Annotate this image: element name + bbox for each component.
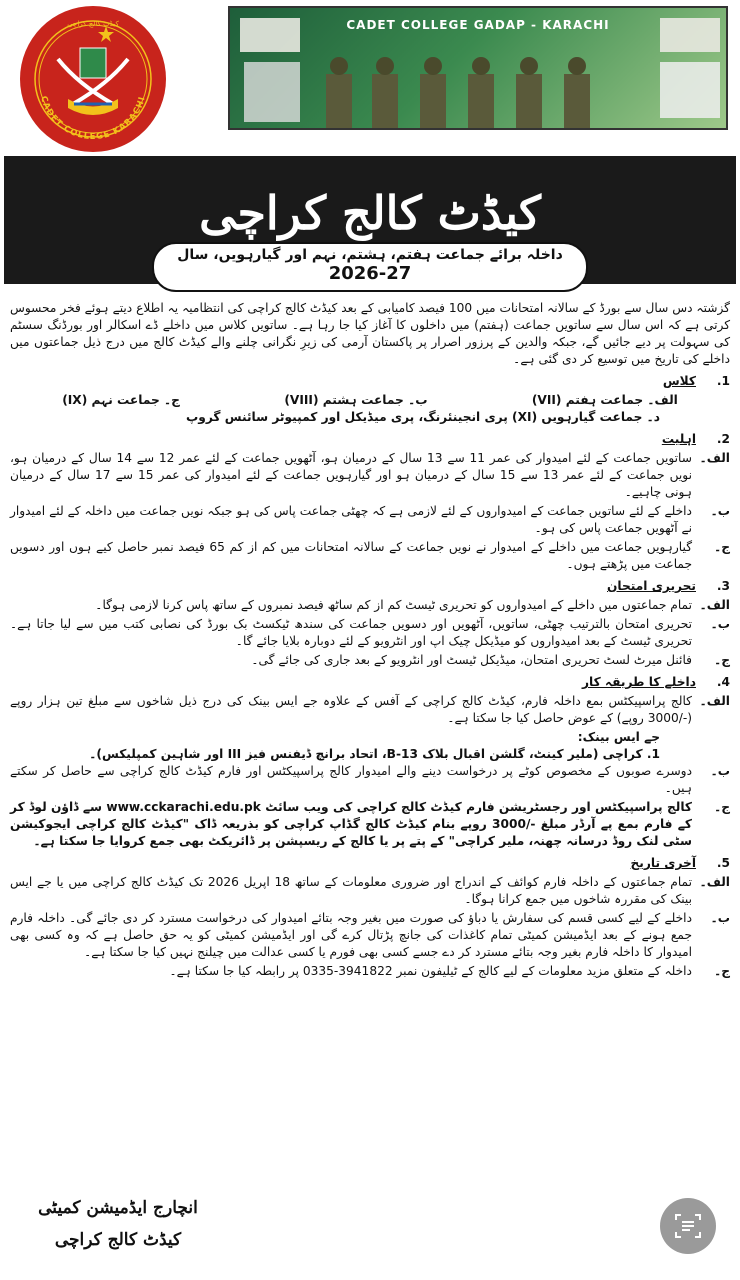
signature-line-2: کیڈٹ کالج کراچی	[54, 1230, 182, 1250]
banner-title: CADET COLLEGE GADAP - KARACHI	[346, 18, 610, 32]
list-item	[10, 763, 730, 797]
intro-paragraph: گزشتہ دس سال سے بورڈ کے سالانہ امتحانات میں 100 فیصد کامیابی کے بعد کیڈٹ کالج کراچی کی انتظامیہ یہ اطلاع دیتے ہوئے فخر محسوس کرتی ہے کہ اس سال سے ساتویں جماعت (ہفتم) میں داخلوں کا آغاز کیا جا رہا ہے۔ ساتویں کلاس میں داخلے ڈے اسکالر اور بورڈنگ سسٹم کی سہولت پر دیے جائیں گے، جبکہ والدین کے پرزور اصرار پر پاکستان آرمی کی زیرِ نگرانی چلنے والے کیڈٹ کالج میں درج ذیل جماعتوں میں داخلے کی تاریخ میں توسیع کر دی گئی ہے۔	[10, 301, 730, 366]
item-label: الف۔	[699, 875, 730, 889]
item-label: الف۔	[699, 694, 730, 708]
bank-branches: 1. کراچی (ملیر کینٹ، گلشن اقبال بلاک B-13، اتحاد برانچ ڈیفنس فیز III اور شاہین کمپلیکس)۔	[89, 747, 660, 761]
logo-text: CADET COLLEGE KARACHI	[38, 94, 148, 143]
list-item	[10, 652, 730, 669]
section-title: اہلیت	[661, 432, 696, 446]
section-4-heading	[10, 674, 730, 691]
item-text: کالج پراسپیکٹس اور رجسٹریشن فارم کیڈٹ کالج کراچی کی ویب سائٹ www.cckarachi.edu.pk سے ڈاؤن لوڈ کر کے فارم بمع پے آرڈر مبلغ -/3000 روپے بنام کیڈٹ کالج گڈاپ کراچی کو بذریعہ ڈاک "کیڈٹ کالج کراچی ایجوکیشن سٹی لنک روڈ درسانہ چھنہ، ملیر کراچی" کے پتے پر یا کالج کے ریسپشن پر ڈائریکٹ بھی جمع کروایا جا سکتا ہے۔	[10, 800, 693, 848]
subtitle-year: 2026-27	[328, 263, 412, 284]
item-text: تمام جماعتوں کے داخلہ فارم کوائف کے اندراج اور ضروری معلومات کے ساتھ 18 اپریل 2026 تک کیڈٹ کالج کراچی میں یا جے ایس بینک کی مقررہ شاخوں میں جمع کرانا ہوگا۔	[10, 875, 692, 906]
section-number: 5.	[716, 856, 730, 870]
section-number: 3.	[716, 579, 730, 593]
list-item	[10, 693, 730, 727]
class-item: ب۔ جماعت ہشتم (VIII)	[284, 393, 428, 407]
list-item	[10, 616, 730, 650]
list-item	[10, 539, 730, 573]
item-label: ج۔	[714, 964, 730, 978]
signature-line-1: انچارج ایڈمیشن کمیٹی	[38, 1198, 198, 1218]
section-title: کلاس	[662, 374, 696, 388]
section-number: 4.	[716, 675, 730, 689]
class-list	[10, 392, 730, 409]
svg-text:CADET COLLEGE KARACHI	[38, 95, 148, 142]
class-item: د۔ جماعت گیارہویں (XI) پری انجینئرنگ، پری میڈیکل اور کمپیوٹر سائنس گروپ	[186, 410, 660, 424]
item-text: ساتویں جماعت کے لئے امیدوار کی عمر 11 سے 13 سال کے درمیان ہو، آٹھویں جماعت کے لئے عمر 12 سے 14 سال کے درمیان ہو، نویں جماعت کے لئے عمر 13 سے 15 سال کے درمیان ہو اور گیارہویں جماعت کے لئے امیدوار کی عمر 15 سے 17 سال کے درمیان ہونی چاہیے۔	[10, 451, 692, 499]
item-label: ج۔	[714, 540, 730, 554]
scan-document-button[interactable]	[660, 1198, 716, 1254]
class-item: ج۔ جماعت نہم (IX)	[62, 393, 180, 407]
item-label: ج۔	[714, 653, 730, 667]
item-text: دوسرے صوبوں کے مخصوص کوٹے پر درخواست دینے والے امیدوار کالج پراسپیکٹس اور فارم کیڈٹ کالج کراچی سے حاصل کر سکتے ہیں۔	[10, 764, 692, 795]
item-text: داخلے کے لئے ساتویں جماعت کے امیدواروں کے لئے لازمی ہے کہ چھٹی جماعت پاس کی ہو جبکہ نویں جماعت میں داخلہ کے لئے امیدوار نے آٹھویں جماعت پاس کی ہو۔	[10, 504, 692, 535]
college-banner-photo	[228, 6, 728, 130]
section-2-heading	[10, 431, 730, 448]
list-item	[10, 597, 730, 614]
signature-block	[18, 1192, 218, 1256]
item-text: فائنل میرٹ لسٹ تحریری امتحان، میڈیکل ٹیسٹ اور انٹرویو کے بعد جاری کی جائے گی۔	[251, 653, 692, 667]
page-title: کیڈٹ کالج کراچی	[199, 186, 541, 240]
college-logo	[18, 4, 168, 154]
item-text: داخلہ کے متعلق مزید معلومات کے لیے کالج کے ٹیلیفون نمبر 3941822-0335 پر رابطہ کیا جا سکتا ہے۔	[169, 964, 692, 978]
item-text: گیارہویں جماعت میں داخلے کے امیدوار نے نویں جماعت کے سالانہ امتحانات میں کم از کم 65 فیصد نمبر حاصل کیے ہوں اور دسویں جماعت میں پڑھتے ہوں۔	[10, 540, 692, 571]
list-item	[10, 963, 730, 980]
section-3-heading	[10, 578, 730, 595]
item-label: الف۔	[699, 451, 730, 465]
item-label: ج۔	[714, 800, 730, 814]
item-label: ب۔	[710, 617, 730, 631]
item-label: ب۔	[710, 911, 730, 925]
class-item: الف۔ جماعت ہفتم (VII)	[531, 393, 678, 407]
section-title: داخلے کا طریقہ کار	[582, 675, 696, 689]
admission-subtitle	[152, 242, 588, 292]
item-label: ب۔	[710, 504, 730, 518]
item-text: کالج پراسپیکٹس بمع داخلہ فارم، کیڈٹ کالج کراچی کے آفس کے علاوہ جے ایس بینک کی درج ذیل شاخوں سے مبلغ تین ہزار روپے (-/3000 روپے) کے عوض حاصل کیا جا سکتا ہے۔	[10, 694, 692, 725]
section-5-heading	[10, 855, 730, 872]
item-text: داخلے کے لیے کسی قسم کی سفارش یا دباؤ کی صورت میں بغیر وجہ بتائے امیدوار کی درخواست مسترد کر دی جائے گی۔ داخلہ فارم جمع ہونے کے بعد ایڈمیشن کمیٹی تمام کاغذات کی جانچ پڑتال کرے گی اور ایڈمیشن کمیٹی کو یہ حق حاصل ہے کہ وہ کسی بھی امیدوار کا داخلہ فارم بغیر وجہ بتائے مسترد کر دے جسے کسی بھی فورم یا کسی عدالت میں چیلنج نہیں کیا جا سکتا ہے۔	[10, 911, 692, 959]
item-label: ب۔	[710, 764, 730, 778]
list-item	[10, 503, 730, 537]
subtitle-text: داخلہ برائے جماعت ہفتم، ہشتم، نہم اور گیارہویں، سال	[177, 247, 563, 263]
item-text: تحریری امتحان بالترتیب چھٹی، ساتویں، آٹھویں اور دسویں جماعت کی سندھ ٹیکسٹ بک بورڈ کی نصابی کتب میں سے لیا جاتا ہے۔ تحریری ٹیسٹ کے بعد امیدواروں کو میڈیکل چیک اپ اور انٹرویو کے لئے دوبارہ بلایا جائے گا۔	[10, 617, 692, 648]
list-item	[10, 874, 730, 908]
list-item	[10, 910, 730, 961]
section-number: 2.	[716, 432, 730, 446]
scan-document-icon	[673, 1211, 703, 1241]
section-1-heading	[10, 373, 730, 390]
list-item	[10, 799, 730, 850]
notice-body	[10, 300, 730, 1190]
bank-heading: جے ایس بینک:	[577, 730, 660, 744]
section-number: 1.	[716, 374, 730, 388]
logo-urdu: کیڈٹ کالج کراچی	[67, 20, 119, 28]
section-title: تحریری امتحان	[607, 579, 696, 593]
item-text: تمام جماعتوں میں داخلے کے امیدواروں کو تحریری ٹیسٹ کم از کم ساٹھ فیصد نمبروں کے ساتھ پاس کرنا لازمی ہوگا۔	[95, 598, 692, 612]
section-title: آخری تاریخ	[630, 856, 696, 870]
header	[4, 4, 736, 154]
item-label: الف۔	[699, 598, 730, 612]
list-item	[10, 450, 730, 501]
